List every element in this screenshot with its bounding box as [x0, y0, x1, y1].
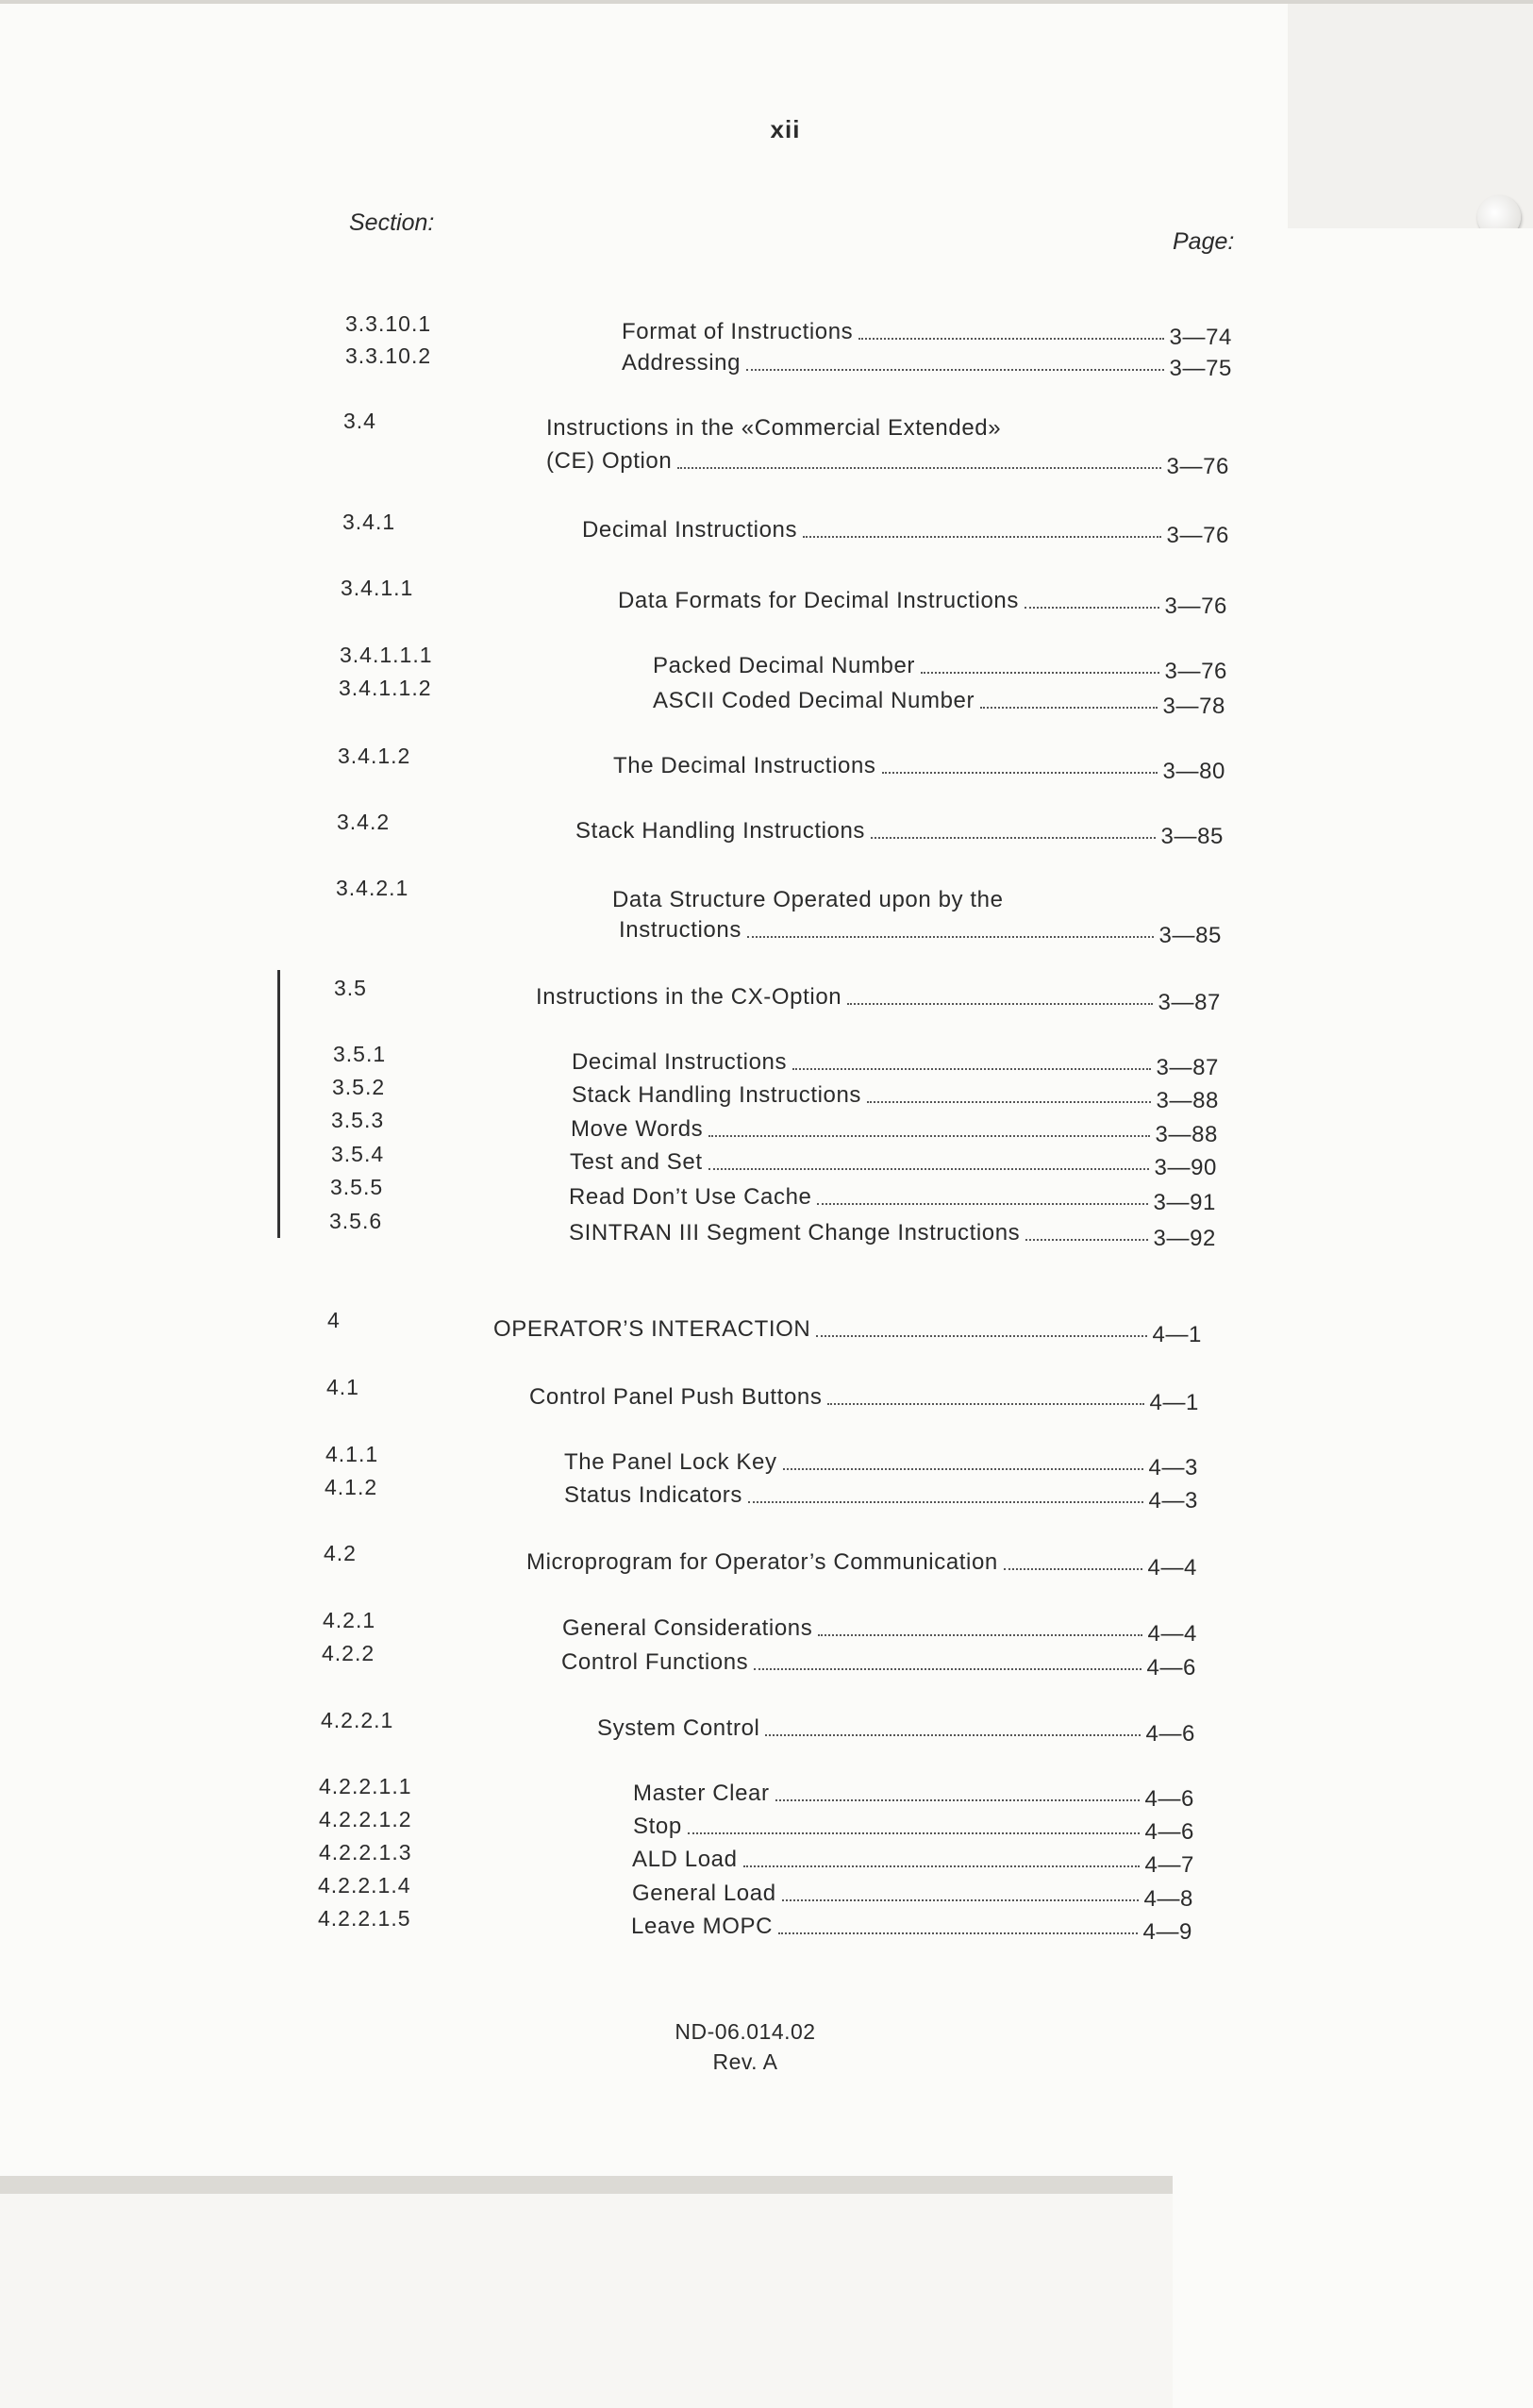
page-reference: 3—87	[1158, 990, 1221, 1015]
page-reference: 3—90	[1154, 1155, 1217, 1180]
dot-leader	[871, 837, 1156, 839]
section-title: General Load	[632, 1881, 776, 1906]
section-title: OPERATOR’S INTERACTION	[493, 1316, 811, 1342]
section-title-row	[493, 1316, 1202, 1347]
dot-leader	[847, 1003, 1152, 1005]
section-title: Stack Handling Instructions	[575, 818, 866, 844]
section-title: Instructions in the CX-Option	[536, 984, 842, 1010]
section-number: 3.4.2.1	[336, 876, 409, 900]
page-reference: 3—78	[1162, 694, 1225, 719]
section-title: (CE) Option	[546, 448, 673, 474]
page-reference: 3—87	[1156, 1055, 1219, 1080]
section-number: 4.1.1	[325, 1442, 379, 1466]
dot-leader	[921, 672, 1159, 674]
section-number: 4.2.2.1.5	[318, 1906, 411, 1931]
section-number: 4.1.2	[325, 1475, 378, 1499]
section-number: 4.2.2.1	[321, 1708, 394, 1732]
dot-leader	[765, 1734, 1140, 1736]
section-title-row	[569, 1184, 1216, 1215]
page-reference: 4—6	[1146, 1655, 1196, 1681]
document-id: ND-06.014.02	[675, 2019, 816, 2044]
page-reference: 4—6	[1144, 1786, 1194, 1812]
page-reference: 4—6	[1145, 1721, 1195, 1747]
section-title-row	[632, 1881, 1193, 1912]
dot-leader	[688, 1832, 1140, 1834]
page-number: xii	[770, 115, 801, 143]
page-reference: 3—85	[1158, 923, 1222, 948]
section-title-row	[572, 1082, 1219, 1113]
section-number: 3.4.1.1	[341, 576, 414, 600]
dot-leader	[817, 1203, 1147, 1205]
dot-leader	[882, 772, 1158, 774]
section-number: 3.3.10.1	[345, 311, 432, 336]
section-title-row	[571, 1116, 1218, 1147]
section-number: 3.5.1	[333, 1042, 387, 1066]
section-title: Microprogram for Operator’s Communication	[526, 1549, 998, 1575]
section-number: 4.1	[326, 1375, 359, 1399]
section-number: 4	[327, 1308, 341, 1332]
section-number: 3.4.1	[342, 510, 396, 534]
page-reference: 4—8	[1143, 1886, 1193, 1912]
section-title: Leave MOPC	[631, 1914, 774, 1939]
dot-leader	[743, 1865, 1140, 1867]
section-number: 3.3.10.2	[345, 343, 432, 368]
dot-leader	[778, 1932, 1137, 1934]
dot-leader	[858, 338, 1163, 340]
page-reference: 3—91	[1153, 1190, 1216, 1215]
dot-leader	[980, 707, 1157, 709]
section-title-row	[618, 588, 1227, 619]
section-title: Decimal Instructions	[572, 1049, 788, 1075]
section-title: Master Clear	[633, 1781, 770, 1806]
page-reference: 3—76	[1164, 594, 1227, 619]
section-title-row	[564, 1482, 1198, 1513]
section-title: The Panel Lock Key	[564, 1449, 777, 1475]
section-title: Decimal Instructions	[582, 517, 798, 543]
section-title-row	[570, 1149, 1217, 1180]
section-title-row	[597, 1715, 1195, 1747]
section-title: Instructions	[619, 917, 742, 943]
section-title: Test and Set	[570, 1149, 703, 1175]
page-reference: 3—75	[1169, 356, 1232, 381]
dot-leader	[775, 1799, 1140, 1801]
dot-leader	[1025, 607, 1159, 609]
section-number: 4.2.2.1.2	[319, 1807, 412, 1831]
section-title-row	[569, 1220, 1216, 1251]
section-number: 3.5.4	[331, 1142, 385, 1166]
section-title: General Considerations	[562, 1615, 813, 1641]
section-title: Stop	[633, 1814, 682, 1839]
section-title: ASCII Coded Decimal Number	[653, 688, 975, 713]
section-title-row	[653, 688, 1225, 719]
section-title-row	[575, 818, 1224, 849]
page-reference: 3—80	[1162, 759, 1225, 784]
section-title: SINTRAN III Segment Change Instructions	[569, 1220, 1021, 1246]
section-number: 3.4	[343, 409, 376, 433]
section-title-row	[653, 653, 1227, 684]
section-title: ALD Load	[632, 1847, 738, 1872]
section-title-row	[564, 1449, 1198, 1480]
section-title-row	[546, 448, 1229, 479]
page-reference: 3—88	[1155, 1122, 1218, 1147]
section-title-line: Instructions in the «Commercial Extended»	[546, 415, 1002, 441]
dot-leader	[827, 1403, 1143, 1405]
dot-leader	[708, 1168, 1149, 1170]
section-number: 3.5.3	[331, 1108, 385, 1132]
page-reference: 4—1	[1149, 1390, 1199, 1415]
section-title-row	[619, 917, 1222, 948]
section-number: 3.4.2	[337, 810, 391, 834]
section-title-row	[633, 1781, 1194, 1812]
dot-leader	[782, 1899, 1139, 1901]
section-number: 3.5.6	[329, 1209, 383, 1233]
section-title: Format of Instructions	[622, 319, 854, 344]
section-number: 3.5.5	[330, 1175, 384, 1199]
section-title: Control Functions	[561, 1649, 749, 1675]
section-title-line: Data Structure Operated upon by the	[612, 887, 1004, 912]
section-number: 4.2.2	[322, 1641, 375, 1665]
section-title-row	[561, 1649, 1196, 1681]
section-column-header: Section:	[349, 209, 435, 236]
page-reference: 3—76	[1166, 523, 1229, 548]
page-reference: 3—76	[1166, 454, 1229, 479]
page-reference: 3—85	[1160, 824, 1224, 849]
section-title-row	[631, 1914, 1192, 1945]
section-title: Status Indicators	[564, 1482, 742, 1508]
section-number: 4.2.1	[323, 1608, 376, 1632]
section-number: 4.2.2.1.3	[319, 1840, 412, 1865]
section-title-row	[526, 1549, 1197, 1580]
dot-leader	[867, 1101, 1151, 1103]
revision-change-bar	[277, 970, 280, 1238]
section-title-row	[536, 984, 1221, 1015]
section-title-row	[582, 517, 1229, 548]
section-title-row	[633, 1814, 1194, 1845]
page-reference: 4—9	[1142, 1919, 1192, 1945]
section-title: Stack Handling Instructions	[572, 1082, 862, 1108]
section-title-row	[572, 1049, 1219, 1080]
dot-leader	[792, 1068, 1150, 1070]
dot-leader	[748, 1501, 1143, 1503]
scan-top-edge	[0, 0, 1533, 4]
section-title: Control Panel Push Buttons	[529, 1384, 823, 1410]
dot-leader	[1025, 1239, 1147, 1241]
page-reference: 4—3	[1148, 1488, 1198, 1513]
section-number: 3.4.1.2	[338, 744, 411, 768]
section-number: 4.2.2.1.4	[318, 1873, 411, 1898]
page-reference: 4—4	[1147, 1621, 1197, 1647]
page-reference: 4—6	[1144, 1819, 1194, 1845]
revision-label: Rev. A	[712, 2049, 778, 2074]
section-title-row	[622, 350, 1232, 381]
dot-leader	[816, 1335, 1146, 1337]
section-title-row	[613, 753, 1225, 784]
page-column-header: Page:	[1173, 228, 1533, 2408]
section-title: The Decimal Instructions	[613, 753, 876, 778]
page-reference: 4—3	[1148, 1455, 1198, 1480]
dot-leader	[818, 1634, 1141, 1636]
page-reference: 4—7	[1144, 1852, 1194, 1878]
section-number: 3.5.2	[332, 1075, 386, 1099]
section-number: 3.5	[334, 976, 367, 1000]
section-title: Packed Decimal Number	[653, 653, 916, 678]
page-reference: 3—76	[1164, 659, 1227, 684]
section-number: 3.4.1.1.2	[339, 676, 432, 700]
dot-leader	[708, 1135, 1149, 1137]
page-reference: 3—74	[1169, 325, 1232, 350]
dot-leader	[1004, 1568, 1142, 1570]
dot-leader	[783, 1468, 1143, 1470]
dot-leader	[803, 536, 1160, 538]
page-reference: 4—4	[1147, 1555, 1197, 1580]
page-reference: 3—88	[1156, 1088, 1219, 1113]
page-reference: 4—1	[1152, 1322, 1202, 1347]
section-title-row	[622, 319, 1232, 350]
section-title: System Control	[597, 1715, 760, 1741]
section-title: Move Words	[571, 1116, 704, 1142]
dot-leader	[746, 369, 1163, 371]
section-title-row	[562, 1615, 1197, 1647]
section-title: Data Formats for Decimal Instructions	[618, 588, 1019, 613]
dot-leader	[677, 467, 1160, 469]
section-title: Read Don’t Use Cache	[569, 1184, 812, 1210]
dot-leader	[747, 936, 1154, 938]
section-title: Addressing	[622, 350, 742, 376]
section-title-row	[529, 1384, 1199, 1415]
page-reference: 3—92	[1153, 1226, 1216, 1251]
section-number: 3.4.1.1.1	[340, 643, 433, 667]
section-number: 4.2	[324, 1541, 357, 1565]
section-number: 4.2.2.1.1	[319, 1774, 412, 1798]
dot-leader	[754, 1668, 1141, 1670]
section-title-row	[632, 1847, 1194, 1878]
